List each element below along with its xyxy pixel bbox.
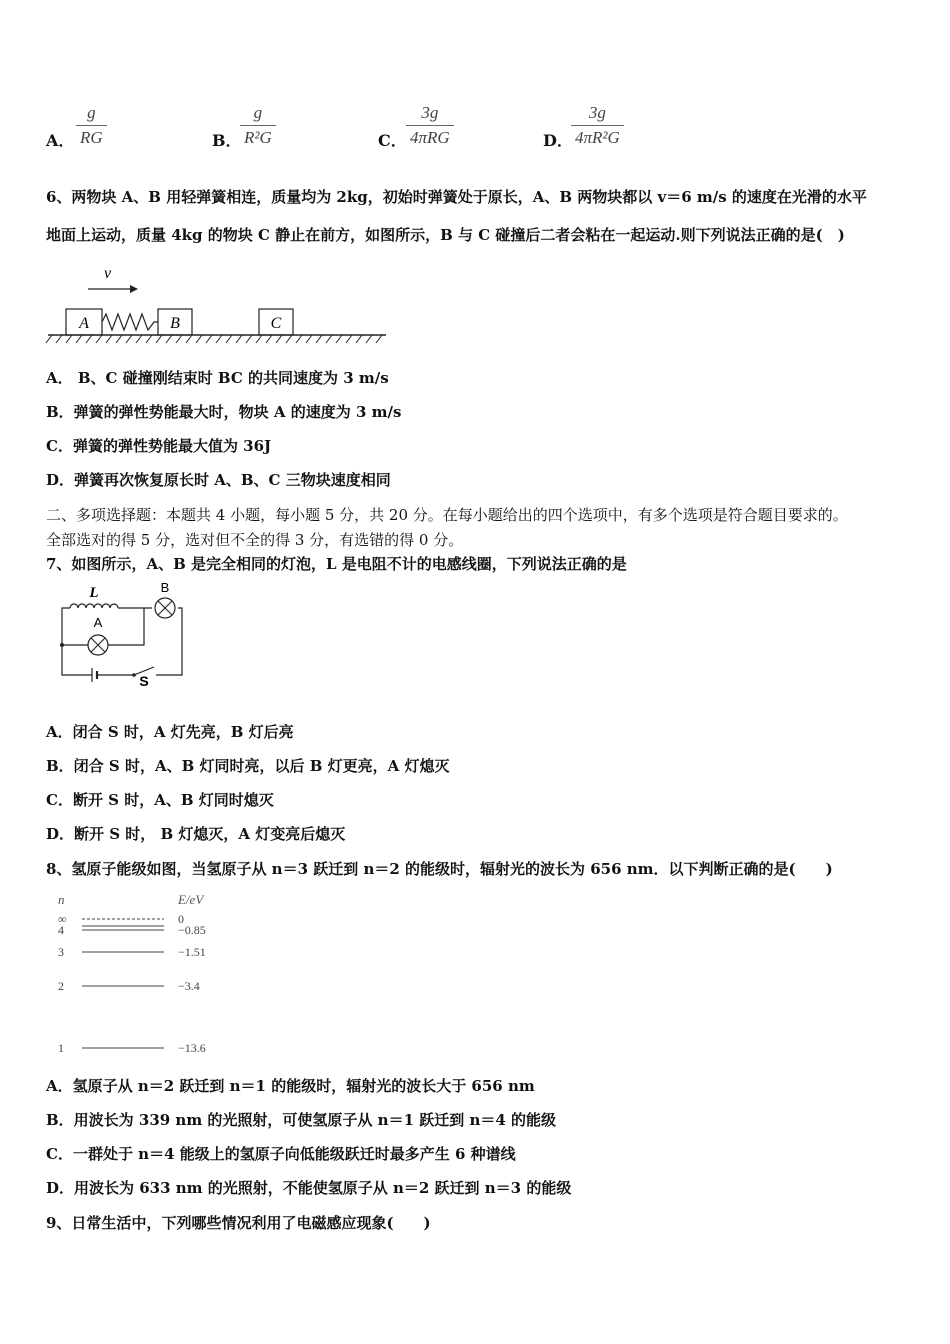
- fraction: 3g 4πR²G: [571, 103, 624, 148]
- q8-option-c: C．一群处于 n＝4 能级上的氢原子向低能级跃迁时最多产生 6 种谱线: [46, 1145, 516, 1163]
- lamp-b: [155, 598, 175, 618]
- switch-pivot: [132, 673, 136, 677]
- level-n-label: ∞: [58, 912, 67, 926]
- level-energy-label: 0: [178, 912, 184, 926]
- level-n-label: 2: [58, 979, 64, 993]
- q7-option-c: C．断开 S 时，A、B 灯同时熄灭: [46, 791, 274, 809]
- e-header: E/eV: [178, 892, 204, 907]
- q8-option-b: B．用波长为 339 nm 的光照射，可使氢原子从 n＝1 跃迁到 n＝4 的能级: [46, 1111, 557, 1129]
- velocity-label: v: [104, 265, 112, 282]
- q7-circuit: [56, 580, 196, 690]
- block-c-label: C: [270, 315, 282, 332]
- level-n-label: 4: [58, 923, 64, 937]
- option-label: C．: [378, 131, 407, 150]
- level-energy-label: −13.6: [178, 1041, 206, 1055]
- q9-stem: 9、日常生活中，下列哪些情况利用了电磁感应现象( ): [46, 1214, 431, 1232]
- block-b-label: B: [170, 315, 180, 332]
- q6-option-c: C．弹簧的弹性势能最大值为 36J: [46, 437, 272, 455]
- level-energy-label: −0.85: [178, 923, 206, 937]
- section2-line2: 全部选对的得 5 分，选对但不全的得 3 分，有选错的得 0 分。: [46, 531, 464, 549]
- q6-stem-line2: 地面上运动，质量 4kg 的物块 C 静止在前方，如图所示，B 与 C 碰撞后二者会粘在一起运动.则下列说法正确的是( ): [46, 226, 845, 244]
- junction-dot: [60, 643, 64, 647]
- q8-stem: 8、氢原子能级如图，当氢原子从 n＝3 跃迁到 n＝2 的能级时，辐射光的波长为 656 nm．以下判断正确的是( ): [46, 860, 833, 878]
- q7-option-a: A．闭合 S 时，A 灯先亮，B 灯后亮: [46, 723, 294, 741]
- q8-option-a: A．氢原子从 n＝2 跃迁到 n＝1 的能级时，辐射光的波长大于 656 nm: [46, 1077, 535, 1095]
- level-energy-label: −3.4: [178, 979, 200, 993]
- fraction: g R²G: [240, 103, 276, 148]
- level-n-label: 3: [58, 945, 64, 959]
- q6-stem-line1: 6、两物块 A、B 用轻弹簧相连，质量均为 2kg，初始时弹簧处于原长，A、B 两物块都以 v＝6 m/s 的速度在光滑的水平: [46, 188, 867, 206]
- q6-option-b: B．弹簧的弹性势能最大时，物块 A 的速度为 3 m/s: [46, 403, 402, 421]
- spring: [102, 314, 158, 330]
- inductor-label: L: [89, 585, 99, 601]
- fraction: g RG: [76, 103, 107, 148]
- lamp-b-label: B: [160, 580, 170, 595]
- q7-option-d: D．断开 S 时， B 灯熄灭，A 灯变亮后熄灭: [46, 825, 346, 843]
- option-label: D．: [543, 131, 573, 150]
- option-label: B．: [212, 131, 242, 150]
- velocity-arrowhead: [130, 285, 138, 293]
- level-n-label: 1: [58, 1041, 64, 1055]
- block-a-label: A: [79, 315, 89, 332]
- inductor-coil: [70, 604, 118, 608]
- q6-figure: [46, 264, 391, 346]
- ground-hatching: [46, 335, 382, 343]
- section2-line1: 二、多项选择题：本题共 4 小题，每小题 5 分，共 20 分。在每小题给出的四个选项中，有多个选项是符合题目要求的。: [46, 506, 848, 524]
- switch-label: S: [139, 673, 149, 689]
- option-label: A．: [46, 131, 75, 150]
- q7-option-b: B．闭合 S 时，A、B 灯同时亮，以后 B 灯更亮，A 灯熄灭: [46, 757, 450, 775]
- n-header: n: [58, 892, 65, 907]
- q8-energy-level-diagram: [52, 888, 252, 1058]
- lamp-a-label: A: [93, 615, 103, 630]
- level-energy-label: −1.51: [178, 945, 206, 959]
- q6-option-a: A． B、C 碰撞刚结束时 BC 的共同速度为 3 m/s: [46, 369, 389, 387]
- q7-stem: 7、如图所示，A、B 是完全相同的灯泡，L 是电阻不计的电感线圈，下列说法正确的是: [46, 555, 627, 573]
- q6-option-d: D．弹簧再次恢复原长时 A、B、C 三物块速度相同: [46, 471, 391, 489]
- q8-option-d: D．用波长为 633 nm 的光照射，不能使氢原子从 n＝2 跃迁到 n＝3 的能级: [46, 1179, 572, 1197]
- fraction: 3g 4πRG: [406, 103, 454, 148]
- lamp-a: [88, 635, 108, 655]
